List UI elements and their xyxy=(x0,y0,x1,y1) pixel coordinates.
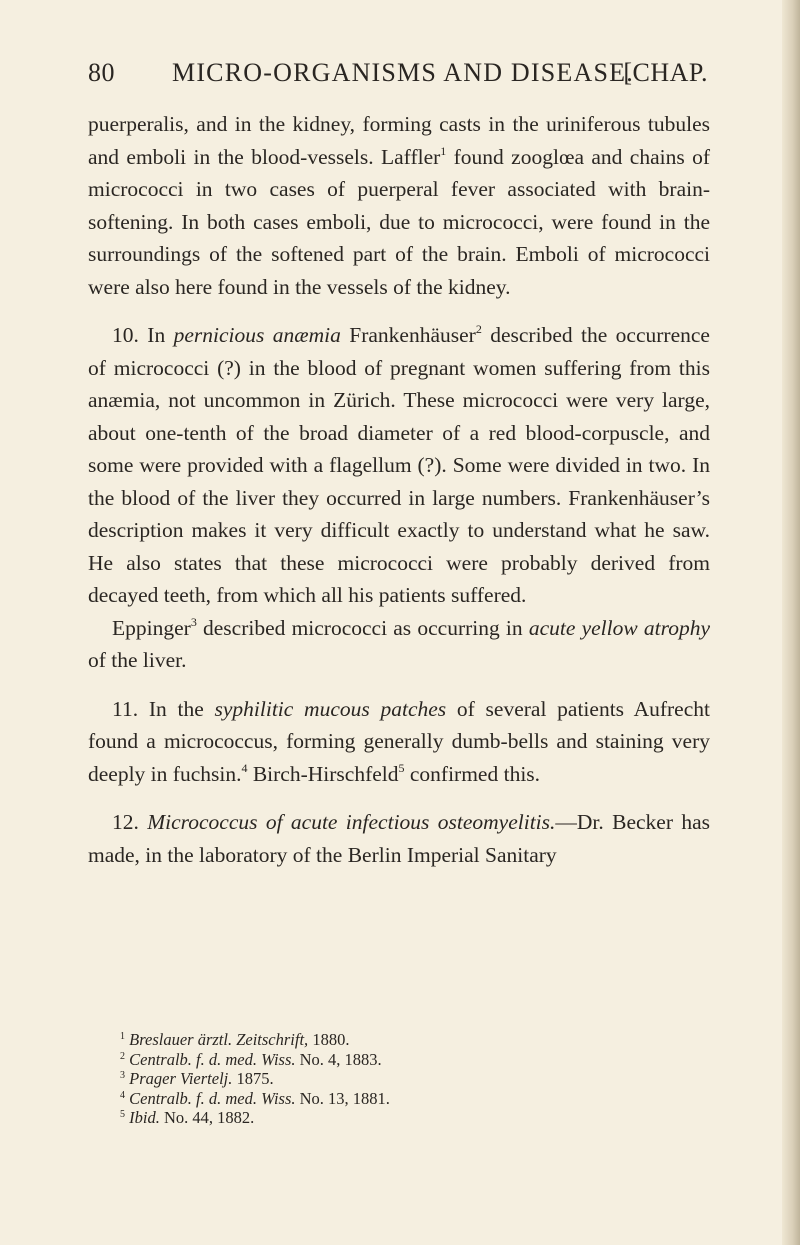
page-edge xyxy=(782,0,800,1245)
footnotes xyxy=(120,1030,680,1128)
footnote-source: Centralb. f. d. med. Wiss. xyxy=(129,1088,296,1108)
footnote xyxy=(120,1108,680,1128)
footnote xyxy=(120,1089,680,1109)
footnote-source: Ibid. xyxy=(129,1108,160,1127)
text-run: confirmed this. xyxy=(404,761,541,786)
text-run: —Dr. Becker has made, in the laboratory of the Berlin Imperial Sanitary xyxy=(88,810,711,867)
text-run: Eppinger xyxy=(112,615,191,640)
paragraph-3 xyxy=(88,612,710,677)
footnote-source: Prager Viertelj. xyxy=(129,1069,233,1088)
footnote-number: 3 xyxy=(120,1070,125,1081)
footnote-number: 5 xyxy=(120,1109,125,1120)
text-run: described micrococci as occurring in xyxy=(196,615,529,640)
footnote xyxy=(120,1030,680,1050)
footnote-number: 1 xyxy=(120,1031,125,1042)
footnote-ref: 4 xyxy=(241,760,248,775)
footnote-detail: No. 44, 1882. xyxy=(159,1108,255,1127)
paragraph-4 xyxy=(88,693,710,791)
paragraph-2 xyxy=(88,319,710,612)
italic-term: acute yellow atrophy xyxy=(528,615,710,640)
running-header xyxy=(88,58,708,92)
footnote-detail: 1880. xyxy=(308,1030,350,1049)
footnote-source: Centralb. f. d. med. Wiss. xyxy=(129,1049,296,1069)
running-title: MICRO-ORGANISMS AND DISEASE. xyxy=(172,58,634,87)
footnote-ref: 5 xyxy=(398,760,405,775)
text-run: Frankenhäuser xyxy=(340,323,476,347)
text-run: Birch-Hirschfeld xyxy=(247,761,399,786)
text-run: puerperalis, and in the kidney, forming casts in the uriniferous tubules and emboli in the blood-vessels. Laffler xyxy=(88,112,710,169)
italic-term: syphilitic mucous patches xyxy=(214,696,447,721)
italic-term: Micrococcus of acute infectious osteomyelitis. xyxy=(147,810,556,834)
paragraph-1 xyxy=(88,108,710,303)
text-run: 11. In the xyxy=(112,696,215,721)
footnote-detail: 1875. xyxy=(232,1069,274,1088)
text-run: of several patients Aufrecht found a micrococcus, forming generally dumb-bells and staining very deeply in fuchsin. xyxy=(88,696,710,786)
footnote-ref: 1 xyxy=(440,143,447,158)
footnote-source: Breslauer ärztl. Zeitschrift, xyxy=(129,1030,309,1049)
footnote-number: 4 xyxy=(120,1089,125,1101)
text-run: 10. In xyxy=(112,323,174,347)
text-run: 12. xyxy=(112,810,148,834)
chapter-mark: [CHAP. xyxy=(623,58,708,87)
text-run: found zooglœa and chains of micrococci in two cases of puerperal fever associated with brain-softening. In both cases emboli, due to micrococci, were found in the surroundings of the softened part of the brain. Emboli of micrococci were also here found in the vessels of the kidney. xyxy=(88,144,710,299)
paragraph-5 xyxy=(88,806,710,871)
footnote-detail: No. 4, 1883. xyxy=(295,1049,382,1069)
footnote-detail: No. 13, 1881. xyxy=(295,1088,390,1108)
italic-term: pernicious anæmia xyxy=(173,323,341,347)
page-number: 80 xyxy=(88,58,115,87)
footnote-ref: 2 xyxy=(475,322,482,336)
body-text xyxy=(88,108,710,871)
text-run: of the liver. xyxy=(88,648,187,672)
footnote xyxy=(120,1050,680,1070)
footnote xyxy=(120,1069,680,1089)
text-run: described the occurrence of micrococci (?) in the blood of pregnant women suffering from this anæmia, not uncommon in Zürich. These micrococci were very large, about one-tenth of the broad diameter of a red blood-corpuscle, and some were provided with a flagellum (?). Some were divided in two. In the blood of the liver they occurred in large numbers. Frankenhäuser’s description makes it very difficult exactly to understand what he saw. He also states that these micrococci were probably derived from decayed teeth, from which all his patients suffered. xyxy=(88,323,710,607)
footnote-ref: 3 xyxy=(190,614,197,629)
footnote-number: 2 xyxy=(120,1050,125,1062)
